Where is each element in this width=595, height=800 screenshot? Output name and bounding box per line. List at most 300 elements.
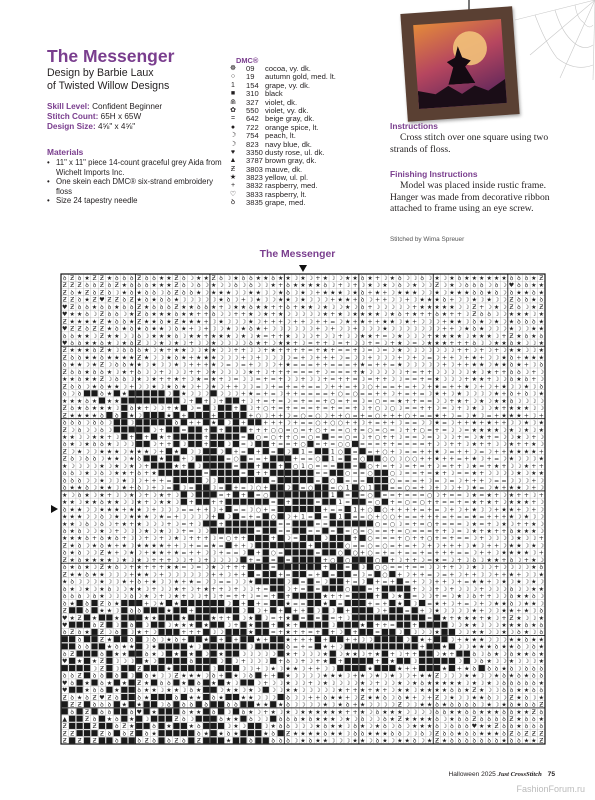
stitch-symbol: ꝺ	[539, 564, 544, 572]
stitch-symbol: ★	[434, 455, 440, 463]
stitch-symbol: ☽	[538, 578, 544, 586]
stitch-symbol: ★	[426, 701, 433, 709]
stitch-symbol: ☽	[158, 405, 165, 413]
stitch-symbol: ☽	[479, 679, 485, 687]
stitch-symbol: Ƶ	[107, 296, 112, 304]
stitch-symbol: ☽	[397, 368, 403, 376]
stitch-symbol: =	[456, 491, 462, 499]
stitch-cell	[285, 607, 291, 613]
stitch-symbol: +	[345, 687, 351, 695]
stitch-symbol: ★	[121, 289, 127, 297]
stitch-symbol: =	[449, 499, 455, 507]
stitch-symbol: ☽	[136, 549, 142, 557]
stitch-symbol: +	[263, 484, 269, 492]
stitch-symbol: ☽	[277, 390, 284, 398]
stitch-symbol: ☽	[114, 607, 120, 615]
stitch-cell	[121, 419, 127, 425]
stitch-symbol: ☽	[516, 426, 522, 434]
stitch-symbol: ☽	[91, 426, 98, 434]
stitch-symbol: ☽	[188, 405, 195, 413]
stitch-symbol: ★	[374, 672, 381, 680]
stitch-symbol: ☽	[151, 426, 157, 434]
stitch-symbol: ☽	[151, 441, 157, 449]
stitch-symbol: ★	[158, 513, 165, 521]
stitch-symbol: ○	[389, 513, 395, 521]
stitch-cell	[188, 441, 194, 447]
stitch-cell	[322, 629, 328, 635]
stitch-symbol: Ƶ	[137, 354, 142, 362]
stitch-symbol: ☽	[464, 462, 470, 470]
stitch-symbol: ☽	[486, 340, 492, 348]
stitch-symbol: ☽	[151, 491, 157, 499]
stitch-symbol: =	[479, 491, 485, 499]
stitch-symbol: ꝺ	[107, 303, 112, 311]
stitch-cell	[203, 687, 209, 693]
stitch-symbol: ★	[121, 282, 127, 290]
stitch-cell	[166, 629, 172, 635]
stitch-symbol: +	[352, 361, 358, 369]
stitch-symbol: Ƶ	[62, 556, 67, 564]
stitch-symbol: ★	[300, 289, 306, 297]
stitch-symbol: ★	[106, 643, 113, 651]
stitch-symbol: +	[352, 419, 358, 427]
stitch-symbol: ☽	[359, 347, 366, 355]
stitch-symbol: ☽	[397, 296, 403, 304]
stitch-symbol: =	[441, 520, 447, 528]
stitch-symbol: ☽	[538, 528, 544, 536]
stitch-symbol: ★	[76, 361, 83, 369]
stitch-symbol: ☽	[471, 434, 477, 442]
stitch-cell	[136, 716, 142, 722]
stitch-symbol: ☽	[136, 412, 142, 420]
stitch-symbol: ☽	[389, 701, 396, 709]
stitch-symbol: +	[374, 390, 380, 398]
stitch-cell	[129, 614, 135, 620]
stitch-symbol: ☽	[121, 311, 127, 319]
stitch-symbol: ★	[121, 484, 127, 492]
stitch-symbol: ♥	[62, 325, 68, 333]
stitch-symbol: ★	[322, 303, 329, 311]
stitch-symbol: +	[404, 311, 410, 319]
stitch-symbol: ★	[69, 434, 75, 442]
stitch-symbol: ꝺ	[122, 274, 127, 282]
stitch-symbol: ☽	[516, 513, 522, 521]
stitch-cell	[464, 651, 470, 657]
stitch-symbol: ★	[300, 274, 306, 282]
stitch-symbol: ꝺ	[457, 716, 462, 724]
stitch-cell	[240, 701, 246, 707]
stitch-symbol: ☽	[456, 282, 463, 290]
stitch-cell	[248, 571, 254, 577]
stitch-symbol: ☽	[419, 347, 425, 355]
stitch-symbol: ★	[404, 716, 410, 724]
stitch-cell	[382, 658, 388, 664]
stitch-symbol: ꝺ	[487, 694, 491, 702]
stitch-symbol: ☽	[367, 737, 373, 745]
stitch-cell	[91, 680, 97, 686]
stitch-symbol: ★	[382, 325, 388, 333]
stitch-cell	[434, 643, 440, 649]
stitch-symbol: ☽	[114, 658, 120, 666]
stitch-symbol: Ƶ	[70, 650, 75, 658]
stitch-symbol: +	[322, 564, 328, 572]
stitch-symbol: +	[464, 455, 470, 463]
chart-grid	[49, 262, 549, 748]
stitch-symbol: ★	[538, 455, 544, 463]
stitch-symbol: ꝺ	[167, 701, 171, 709]
stitch-symbol: ○	[337, 448, 343, 456]
stitch-symbol: ☽	[352, 340, 358, 348]
stitch-symbol: ★	[76, 571, 83, 579]
stitch-symbol: ☽	[344, 723, 351, 731]
stitch-symbol: ☽	[240, 376, 247, 384]
stitch-symbol: Ƶ	[174, 303, 179, 311]
stitch-symbol: ★	[121, 390, 127, 398]
stitch-symbol: ꝺ	[85, 520, 89, 528]
stitch-symbol: ☽	[106, 520, 113, 528]
stitch-symbol: ★	[419, 636, 425, 644]
stitch-cell	[151, 694, 157, 700]
stitch-symbol: ★	[464, 636, 470, 644]
stitch-symbol: ☽	[196, 462, 202, 470]
stitch-cell	[166, 651, 172, 657]
stitch-symbol: ☽	[158, 585, 165, 593]
stitch-symbol: +	[330, 296, 336, 304]
stitch-symbol: ☽	[389, 303, 396, 311]
stitch-symbol: ☽	[91, 520, 98, 528]
stitch-symbol: ☽	[434, 405, 440, 413]
stitch-symbol: ★	[69, 542, 75, 550]
stitch-symbol: ☽	[255, 658, 262, 666]
stitch-symbol: ꝺ	[509, 397, 514, 405]
stitch-cell	[315, 600, 321, 606]
stitch-symbol: +	[188, 325, 194, 333]
stitch-symbol: ★	[210, 282, 217, 290]
stitch-symbol: ☽	[531, 405, 537, 413]
stitch-symbol: ☽	[196, 556, 202, 564]
stitch-symbol: ☽	[464, 564, 470, 572]
stitch-symbol: ★	[173, 376, 180, 384]
stitch-symbol: =	[300, 484, 306, 492]
stitch-cell	[218, 513, 224, 519]
stitch-cell	[359, 593, 365, 599]
dmc-number: 3823	[246, 173, 263, 183]
stitch-symbol: =	[337, 405, 343, 413]
stitch-symbol: +	[255, 470, 261, 478]
stitch-cell	[76, 622, 82, 628]
stitch-symbol: ★	[330, 694, 336, 702]
stitch-symbol: =	[233, 549, 239, 557]
stitch-cell	[337, 586, 343, 592]
stitch-symbol: ꝺ	[115, 737, 119, 745]
stitch-symbol: ★	[501, 578, 507, 586]
stitch-cell	[106, 651, 112, 657]
stitch-symbol: =	[240, 448, 246, 456]
stitch-symbol: ☽	[84, 462, 90, 470]
stitch-symbol: ☽	[434, 564, 440, 572]
stitch-cell	[181, 643, 187, 649]
stitch-symbol: ☽	[136, 528, 142, 536]
stitch-symbol: ☽	[248, 405, 254, 413]
stitch-symbol: ☽	[210, 535, 217, 543]
stitch-symbol: ★	[240, 325, 247, 333]
stitch-symbol: ☽	[255, 708, 262, 716]
stitch-symbol: +	[144, 578, 150, 586]
stitch-symbol: Ƶ	[174, 318, 179, 326]
stitch-symbol: ☽	[151, 658, 157, 666]
stitch-symbol: +	[121, 506, 127, 514]
stitch-symbol: ☽	[486, 383, 492, 391]
stitch-symbol: ★	[389, 716, 396, 724]
stitch-symbol: ○	[367, 491, 373, 499]
stitch-symbol: ★	[181, 622, 187, 630]
stitch-symbol: ☽	[203, 564, 209, 572]
stitch-symbol: +	[427, 332, 433, 340]
stitch-symbol: ☽	[121, 658, 127, 666]
stitch-symbol: +	[441, 578, 447, 586]
stitch-symbol: =	[374, 340, 380, 348]
stitch-symbol: ꝺ	[509, 687, 514, 695]
stitch-symbol: ꝺ	[100, 368, 104, 376]
stitch-symbol: +	[427, 694, 433, 702]
stitch-symbol: +	[382, 549, 388, 557]
stitch-symbol: ☽	[352, 354, 358, 362]
stitch-symbol: =	[441, 499, 447, 507]
stitch-symbol: =	[293, 643, 299, 651]
stitch-symbol: ☽	[464, 556, 470, 564]
stitch-symbol: ☽	[255, 318, 262, 326]
stitch-cell	[397, 614, 403, 620]
stitch-symbol: ꝺ	[360, 730, 365, 738]
stitch-symbol: +	[240, 535, 246, 543]
stitch-symbol: ꝺ	[70, 578, 74, 586]
stitch-symbol: ☽	[240, 607, 247, 615]
stitch-cell	[434, 614, 440, 620]
stitch-symbol: =	[382, 383, 388, 391]
stitch-symbol: ☽	[277, 665, 284, 673]
stitch-symbol: ☽	[486, 448, 492, 456]
stitch-symbol: ☽	[479, 650, 485, 658]
stitch-symbol: ꝺ	[494, 643, 499, 651]
stitch-symbol: +	[531, 499, 537, 507]
stitch-symbol: ☽	[449, 622, 455, 630]
stitch-cell	[196, 658, 202, 664]
stitch-symbol: +	[501, 368, 507, 376]
stitch-symbol: ☽	[285, 376, 291, 384]
stitch-symbol: +	[404, 296, 410, 304]
stitch-symbol: ★	[501, 354, 507, 362]
stitch-symbol: +	[285, 499, 291, 507]
stitch-symbol: +	[456, 499, 462, 507]
stitch-symbol: ☽	[367, 723, 373, 731]
stitch-cell	[218, 600, 224, 606]
stitch-symbol: +	[389, 419, 395, 427]
stitch-symbol: ꝺ	[62, 600, 67, 608]
stitch-symbol: ☽	[233, 578, 239, 586]
stitch-cell	[322, 542, 328, 548]
stitch-symbol: ☽	[225, 441, 232, 449]
stitch-cell	[196, 499, 202, 505]
stitch-cell	[203, 737, 209, 743]
stitch-symbol: =	[427, 470, 433, 478]
stitch-symbol: ꝺ	[249, 325, 253, 333]
stitch-symbol: Ƶ	[62, 737, 67, 745]
stitch-symbol: =	[367, 441, 373, 449]
stitch-symbol: ꝺ	[62, 650, 67, 658]
stitch-cell	[330, 564, 336, 570]
stitch-symbol: ○	[382, 513, 388, 521]
stitch-symbol: =	[464, 434, 470, 442]
stitch-symbol: ☽	[121, 448, 127, 456]
stitch-symbol: ★	[471, 368, 477, 376]
stitch-symbol: +	[188, 368, 194, 376]
stitch-symbol: ꝺ	[532, 679, 536, 687]
stitch-symbol: ★	[173, 405, 180, 413]
stitch-symbol: ☽	[181, 513, 187, 521]
stitch-symbol: ꝺ	[70, 694, 74, 702]
stitch-symbol: ☽	[486, 607, 492, 615]
stitch-cell	[300, 557, 306, 563]
stitch-symbol: =	[389, 484, 395, 492]
stitch-symbol: ★	[493, 397, 500, 405]
stitch-symbol: 1	[330, 455, 335, 463]
stitch-symbol: ☽	[359, 376, 366, 384]
stitch-symbol: ★	[493, 303, 500, 311]
stitch-cell	[158, 470, 164, 476]
stitch-cell	[382, 643, 388, 649]
stitch-symbol: ☽	[136, 383, 142, 391]
stitch-symbol: ○	[345, 412, 351, 420]
stitch-symbol: ꝺ	[271, 730, 276, 738]
stitch-symbol: =	[278, 383, 284, 391]
stitch-symbol: ★	[523, 528, 530, 536]
stitch-symbol: ꝺ	[70, 708, 74, 716]
stitch-symbol: ☽	[277, 687, 284, 695]
stitch-cell	[263, 687, 269, 693]
stitch-symbol: ꝺ	[122, 318, 127, 326]
stitch-symbol: ☽	[307, 296, 314, 304]
color-name: autumn gold, med. lt.	[265, 72, 336, 82]
stitch-cell	[91, 643, 97, 649]
stitch-symbol: +	[367, 354, 373, 362]
stitch-symbol: +	[352, 636, 358, 644]
stitch-cell	[322, 484, 328, 490]
color-name: cocoa, vy. dk.	[265, 64, 311, 73]
stitch-cell	[412, 636, 418, 642]
stitch-symbol: ☽	[434, 397, 440, 405]
stitch-symbol: +	[427, 455, 433, 463]
stitch-symbol: ★	[471, 520, 477, 528]
stitch-cell	[225, 477, 231, 483]
stitch-symbol: ꝺ	[129, 636, 134, 644]
stitch-symbol: ★	[538, 636, 544, 644]
stitch-symbol: ☽	[277, 354, 284, 362]
stitch-symbol: ☽	[479, 701, 485, 709]
stitch-symbol: =	[360, 441, 366, 449]
stitch-symbol: +	[240, 600, 246, 608]
stitch-symbol: =	[427, 556, 433, 564]
stitch-cell	[158, 694, 164, 700]
stitch-symbol: ★	[166, 383, 172, 391]
stitch-symbol: ★	[91, 303, 98, 311]
stitch-cell	[84, 737, 90, 743]
stitch-symbol: ꝺ	[271, 737, 276, 745]
stitch-symbol: ★	[62, 578, 68, 586]
stitch-symbol: ꝺ	[509, 528, 514, 536]
color-name: brown gray, dk.	[265, 156, 317, 166]
stitch-symbol: Ƶ	[524, 730, 529, 738]
stitch-cell	[166, 614, 172, 620]
stitch-symbol: ★	[508, 672, 515, 680]
stitch-symbol: ☽	[322, 325, 329, 333]
stitch-cell	[248, 607, 254, 613]
stitch-symbol: ☽	[411, 629, 418, 637]
stitch-symbol: ☽	[84, 448, 90, 456]
stitch-cell	[76, 600, 82, 606]
stitch-symbol: ☽	[359, 434, 366, 442]
stitch-symbol: ꝺ	[532, 318, 536, 326]
stitch-symbol: ☽	[411, 361, 418, 369]
stitch-symbol: ☽	[114, 484, 120, 492]
stitch-symbol: +	[330, 593, 336, 601]
stitch-symbol: +	[397, 412, 403, 420]
stitch-symbol: +	[129, 434, 135, 442]
stitch-cell	[166, 600, 172, 606]
stitch-symbol: ☽	[233, 658, 239, 666]
stitch-symbol: ★	[479, 434, 485, 442]
stitch-symbol: ★	[91, 405, 98, 413]
stitch-cell	[62, 665, 68, 671]
stitch-symbol: ☽	[374, 368, 381, 376]
stitch-symbol: ☽	[255, 650, 262, 658]
stitch-symbol: +	[114, 528, 120, 536]
stitch-symbol: ★	[143, 448, 150, 456]
stitch-symbol: +	[352, 318, 358, 326]
stitch-symbol: +	[181, 629, 187, 637]
stitch-symbol: ☽	[479, 455, 485, 463]
stitch-symbol: ○	[367, 549, 373, 557]
stitch-symbol: =	[404, 383, 410, 391]
stitch-cell	[211, 426, 217, 432]
stitch-symbol: ★	[136, 701, 142, 709]
stitch-symbol: ★	[538, 347, 544, 355]
stitch-symbol: ☽	[121, 383, 127, 391]
dmc-number: 642	[246, 114, 259, 124]
stitch-symbol: +	[494, 542, 500, 550]
stitch-symbol: ☽	[114, 665, 120, 673]
stitch-symbol: ꝺ	[122, 376, 127, 384]
stitch-symbol: Ƶ	[77, 672, 82, 680]
stitch-symbol: ☽	[210, 549, 217, 557]
stitch-symbol: ☽	[404, 571, 410, 579]
stitch-symbol: ☽	[225, 390, 232, 398]
stitch-symbol: ☽	[143, 506, 150, 514]
stitch-symbol: ★	[434, 303, 440, 311]
stitch-cell	[173, 708, 179, 714]
stitch-symbol: ★	[337, 730, 343, 738]
stitch-symbol: +	[397, 535, 403, 543]
stitch-symbol: ○	[345, 434, 351, 442]
stitch-cell	[188, 434, 194, 440]
stitch-symbol: ★	[129, 723, 135, 731]
stitch-symbol: ☽	[240, 723, 247, 731]
stitch-symbol: +	[412, 462, 418, 470]
stitch-symbol: ★	[389, 708, 396, 716]
stitch-symbol: ★	[114, 687, 120, 695]
stitch-cell	[263, 571, 269, 577]
stitch-cell	[181, 651, 187, 657]
stitch-symbol: ꝺ	[62, 629, 67, 637]
